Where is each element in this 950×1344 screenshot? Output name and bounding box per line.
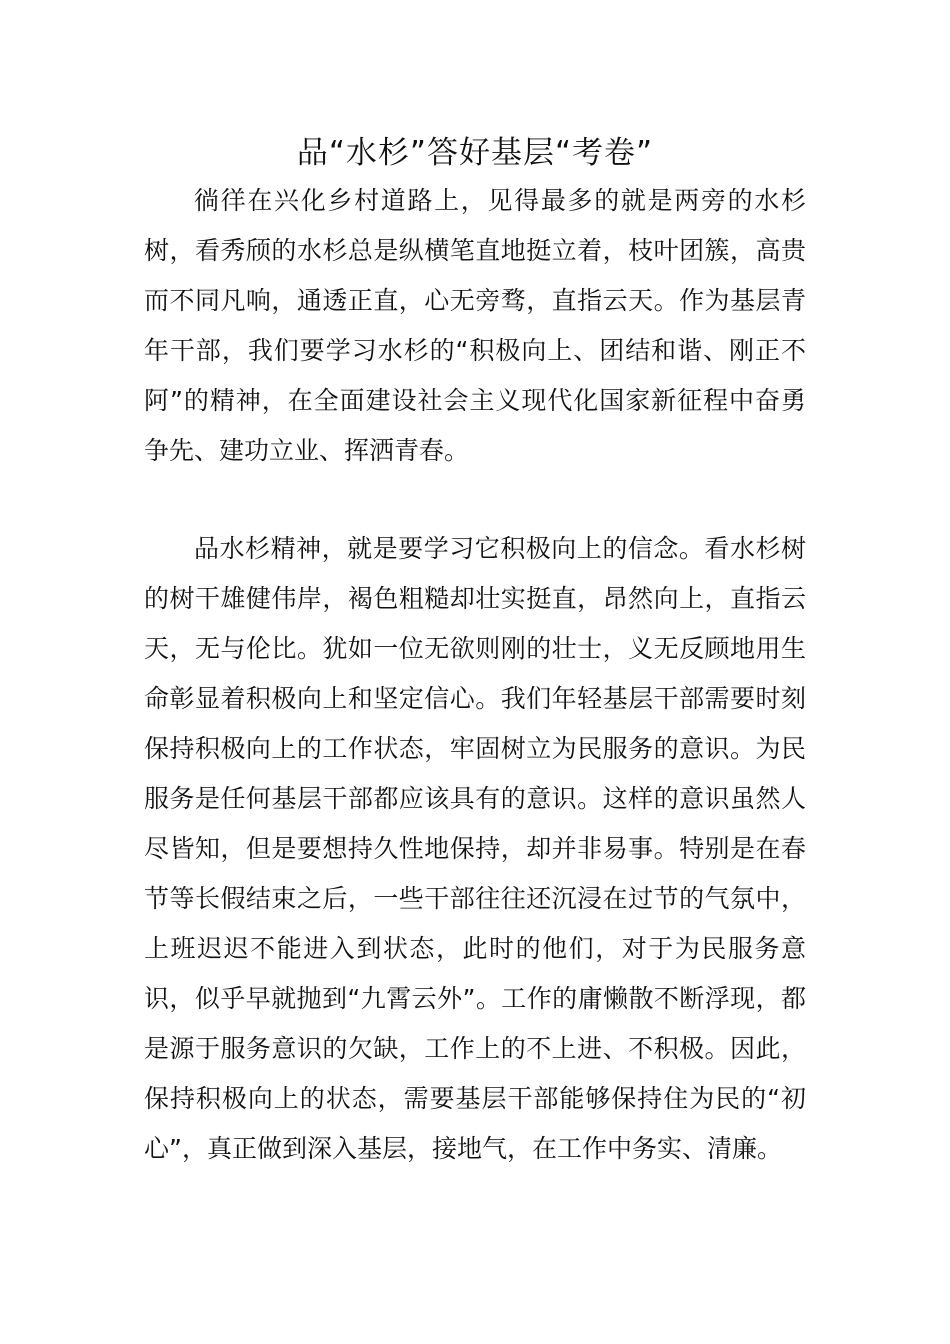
- document-title: 品“水杉”答好基层“考卷”: [296, 135, 654, 171]
- paragraph-intro: 徜徉在兴化乡村道路上，见得最多的就是两旁的水杉树，看秀颀的水杉总是纵横笔直地挺立着，枝叶团簇，高贵而不同凡响，通透正直，心无旁骛，直指云天。作为基层青年干部，我们要学习水杉的“积极向上、团结和谐、刚正不阿”的精神，在全面建设社会主义现代化国家新征程中奋勇争先、建功立业、挥洒青春。: [144, 186, 806, 465]
- paragraph-spirit: 品水杉精神，就是要学习它积极向上的信念。看水杉树的树干雄健伟岸，褐色粗糙却壮实挺直，昂然向上，直指云天，无与伦比。犹如一位无欲则刚的壮士，义无反顾地用生命彰显着积极向上和坚定信心。我们年轻基层干部需要时刻保持积极向上的工作状态，牢固树立为民服务的意识。为民服务是任何基层干部都应该具有的意识。这样的意识虽然人尽皆知，但是要想持久性地保持，却并非易事。特别是在春节等长假结束之后，一些干部往往还沉浸在过节的气氛中，上班迟迟不能进入到状态，此时的他们，对于为民服务意识，似乎早就抛到“九霄云外”。工作的庸懒散不断浮现，都是源于服务意识的欠缺，工作上的不上进、不积极。因此，保持积极向上的状态，需要基层干部能够保持住为民的“初心”，真正做到深入基层，接地气，在工作中务实、清廉。: [144, 534, 806, 1163]
